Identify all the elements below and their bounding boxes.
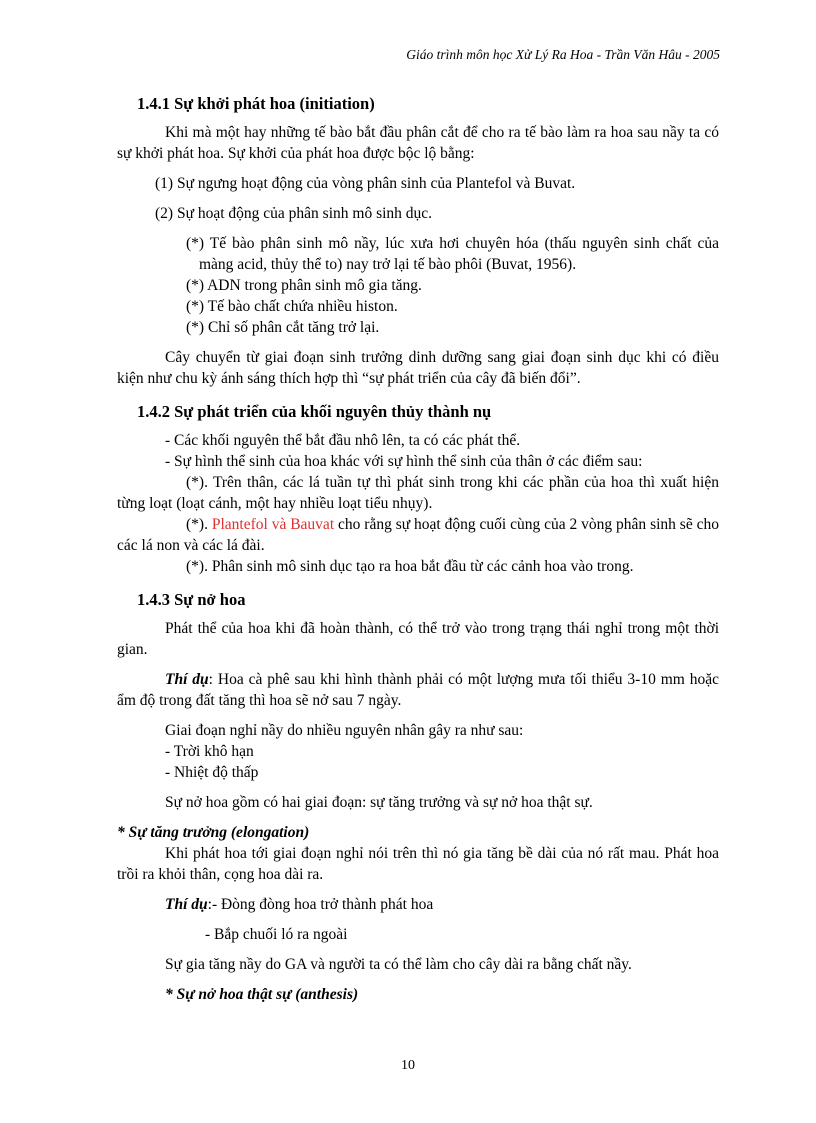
text-run: : Hoa cà phê sau khi hình thành phải có một lượng mưa tối thiểu 3-10 mm hoặc ẩm độ trong đất tăng thì hoa sẽ nở sau 7 ngày. [117, 671, 719, 709]
dash-item: - Trời khô hạn [165, 743, 254, 760]
paragraph [117, 514, 719, 556]
section-heading-1-4-3: 1.4.3 Sự nở hoa [137, 590, 246, 609]
paragraph: Sự nở hoa gồm có hai giai đoạn: sự tăng trưởng và sự nở hoa thật sự. [165, 794, 593, 811]
sub-item: (*) ADN trong phân sinh mô gia tăng. [186, 277, 422, 294]
page-header: Giáo trình môn học Xử Lý Ra Hoa - Trần Văn Hâu - 2005 [406, 47, 720, 62]
sub-heading-anthesis: * Sự nở hoa thật sự (anthesis) [165, 986, 359, 1003]
paragraph: Phát thể của hoa khi đã hoàn thành, có thể trở vào trong trạng thái nghỉ trong một thời gian. [117, 620, 719, 658]
sub-item: (*) Tế bào phân sinh mô nầy, lúc xưa hơi chuyên hóa (thấu nguyên sinh chất của màng acid, thủy thể to) nay trở lại tế bào phôi (Buvat, 1956). [186, 235, 719, 273]
list-item: (1) Sự ngưng hoạt động của vòng phân sinh của Plantefol và Buvat. [155, 175, 576, 192]
paragraph [117, 669, 719, 711]
paragraph: (*). Phân sinh mô sinh dục tạo ra hoa bắt đầu từ các cảnh hoa vào trong. [186, 558, 634, 575]
dash-item: - Nhiệt độ thấp [165, 764, 259, 781]
page-number: 10 [401, 1058, 415, 1073]
bullet-marker: (*). [186, 516, 212, 533]
sub-item: (*) Chỉ số phân cắt tăng trở lại. [186, 319, 380, 336]
paragraph: Khi phát hoa tới giai đoạn nghỉ nói trên thì nó gia tăng bề dài của nó rất mau. Phát hoa trồi ra khỏi thân, cọng hoa dài ra. [117, 845, 719, 883]
dash-item: - Bắp chuối ló ra ngoài [205, 926, 348, 943]
section-heading-1-4-1: 1.4.1 Sự khởi phát hoa (initiation) [137, 94, 375, 113]
example-label: Thí dụ [165, 896, 208, 913]
paragraph: Khi mà một hay những tế bào bắt đầu phân cắt để cho ra tế bào làm ra hoa sau nầy ta có sự khởi phát hoa. Sự khởi của phát hoa được bộc lộ bằng: [117, 124, 719, 162]
paragraph: Sự gia tăng nầy do GA và người ta có thể làm cho cây dài ra bằng chất nầy. [165, 956, 632, 973]
sub-heading-elongation: * Sự tăng trưởng (elongation) [117, 824, 310, 841]
sub-item: (*) Tế bào chất chứa nhiều histon. [186, 298, 398, 315]
paragraph [117, 894, 719, 915]
text-run: cho rằng sự hoạt động cuối cùng của 2 vòng phân sinh sẽ cho các lá non và các lá đài. [117, 516, 719, 554]
paragraph: (*). Trên thân, các lá tuần tự thì phát sinh trong khi các phần của hoa thì xuất hiện từng loạt (loạt cánh, một hay nhiều loạt tiểu nhụy). [117, 474, 719, 512]
paragraph: Cây chuyển từ giai đoạn sinh trưởng dinh dưỡng sang giai đoạn sinh dục khi có điều kiện như chu kỳ ánh sáng thích hợp thì “sự phát triển của cây đã biến đổi”. [117, 349, 719, 387]
text-run: :- Đòng đòng hoa trở thành phát hoa [207, 896, 434, 913]
page-content [117, 93, 719, 1005]
section-heading-1-4-2: 1.4.2 Sự phát triển của khối nguyên thủy thành nụ [137, 402, 492, 421]
dash-item: - Các khối nguyên thể bắt đầu nhô lên, ta có các phát thể. [165, 432, 521, 449]
example-label: Thí dụ [165, 671, 209, 688]
highlighted-authors: Plantefol và Bauvat [211, 516, 335, 533]
dash-item: - Sự hình thể sinh của hoa khác với sự hình thể sinh của thân ở các điểm sau: [165, 453, 643, 470]
paragraph: Giai đoạn nghỉ nầy do nhiều nguyên nhân gây ra như sau: [165, 722, 524, 739]
list-item: (2) Sự hoạt động của phân sinh mô sinh dục. [155, 205, 433, 222]
